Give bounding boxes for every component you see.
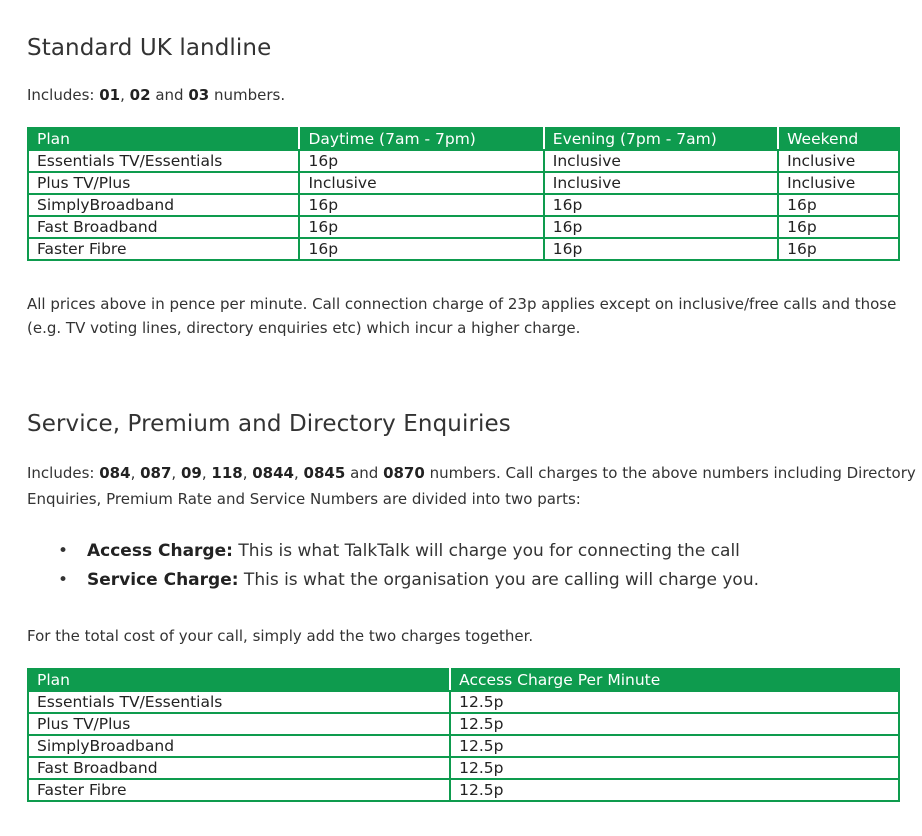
section-title-service-premium: Service, Premium and Directory Enquiries bbox=[27, 411, 511, 437]
table-header-row bbox=[28, 128, 899, 150]
bullet-text: This is what TalkTalk will charge you for connecting the call bbox=[232, 541, 740, 561]
bullet-label: Access Charge: bbox=[87, 541, 233, 561]
total-cost-note: For the total cost of your call, simply add the two charges together. bbox=[27, 627, 534, 645]
includes-suffix: numbers. bbox=[209, 86, 286, 104]
bullet-icon: • bbox=[58, 570, 69, 590]
table-cell: 12.5p bbox=[450, 735, 899, 757]
table-cell: 12.5p bbox=[450, 691, 899, 713]
table-row bbox=[28, 779, 899, 801]
number-prefix: 118 bbox=[211, 464, 243, 482]
header-cell: Plan bbox=[28, 669, 450, 691]
table-row bbox=[28, 150, 899, 172]
number-prefix: 03 bbox=[188, 86, 210, 104]
separator: , bbox=[294, 464, 304, 482]
table-cell: Essentials TV/Essentials bbox=[28, 150, 299, 172]
separator: , bbox=[130, 464, 141, 482]
header-cell: Weekend bbox=[778, 128, 899, 150]
table-cell: 12.5p bbox=[450, 713, 899, 735]
header-cell: Plan bbox=[28, 128, 299, 150]
table-row bbox=[28, 713, 899, 735]
number-prefix: 0845 bbox=[303, 464, 346, 482]
separator: , bbox=[242, 464, 253, 482]
table-row bbox=[28, 172, 899, 194]
charge-bullet-list bbox=[58, 537, 759, 595]
table-cell: 16p bbox=[778, 238, 899, 260]
table-row bbox=[28, 238, 899, 260]
table-cell: Plus TV/Plus bbox=[28, 713, 450, 735]
separator: , bbox=[120, 86, 130, 104]
header-cell: Evening (7pm - 7am) bbox=[544, 128, 778, 150]
includes-prefix: Includes: bbox=[27, 464, 100, 482]
table-cell: Fast Broadband bbox=[28, 216, 299, 238]
list-item bbox=[58, 566, 759, 595]
pricing-note-line: All prices above in pence per minute. Call connection charge of 23p applies except on inclusive/free calls and those bbox=[27, 295, 897, 313]
table-row bbox=[28, 691, 899, 713]
includes-line2: Enquiries, Premium Rate and Service Numbers are divided into two parts: bbox=[27, 490, 581, 508]
table-cell: SimplyBroadband bbox=[28, 194, 299, 216]
table-cell: 16p bbox=[299, 238, 543, 260]
section-title-standard-landline: Standard UK landline bbox=[27, 35, 272, 61]
landline-rates-table bbox=[27, 127, 900, 261]
list-item bbox=[58, 537, 759, 566]
separator: and bbox=[150, 86, 189, 104]
table-cell: 16p bbox=[778, 216, 899, 238]
table-cell: 16p bbox=[299, 216, 543, 238]
number-prefix: 0844 bbox=[252, 464, 294, 482]
table-row bbox=[28, 757, 899, 779]
table-cell: Inclusive bbox=[544, 150, 778, 172]
table-cell: 16p bbox=[299, 150, 543, 172]
table-row bbox=[28, 194, 899, 216]
table-cell: Inclusive bbox=[778, 150, 899, 172]
table-cell: SimplyBroadband bbox=[28, 735, 450, 757]
separator: , bbox=[201, 464, 212, 482]
bullet-text: This is what the organisation you are calling will charge you. bbox=[238, 570, 760, 590]
table-cell: Fast Broadband bbox=[28, 757, 450, 779]
number-prefix: 087 bbox=[140, 464, 172, 482]
includes-service bbox=[27, 460, 916, 512]
table-cell: Inclusive bbox=[299, 172, 543, 194]
table-cell: 16p bbox=[299, 194, 543, 216]
pricing-note bbox=[27, 292, 896, 340]
table-row bbox=[28, 735, 899, 757]
table-cell: 12.5p bbox=[450, 757, 899, 779]
table-cell: 12.5p bbox=[450, 779, 899, 801]
number-prefix: 0870 bbox=[383, 464, 425, 482]
includes-suffix: numbers. Call charges to the above numbers including Directory bbox=[424, 464, 916, 482]
access-charge-table bbox=[27, 668, 900, 802]
table-cell: Inclusive bbox=[544, 172, 778, 194]
table-cell: Faster Fibre bbox=[28, 238, 299, 260]
table-cell: 16p bbox=[544, 216, 778, 238]
bullet-icon: • bbox=[58, 541, 69, 561]
table-cell: 16p bbox=[544, 238, 778, 260]
includes-landline bbox=[27, 83, 285, 107]
table-cell: Inclusive bbox=[778, 172, 899, 194]
pricing-note-line: (e.g. TV voting lines, directory enquiries etc) which incur a higher charge. bbox=[27, 319, 581, 337]
table-cell: Essentials TV/Essentials bbox=[28, 691, 450, 713]
separator: and bbox=[345, 464, 384, 482]
separator: , bbox=[171, 464, 181, 482]
table-row bbox=[28, 216, 899, 238]
includes-prefix: Includes: bbox=[27, 86, 100, 104]
header-cell: Access Charge Per Minute bbox=[450, 669, 899, 691]
table-cell: Plus TV/Plus bbox=[28, 172, 299, 194]
bullet-label: Service Charge: bbox=[87, 570, 239, 590]
number-prefix: 084 bbox=[99, 464, 131, 482]
table-cell: 16p bbox=[778, 194, 899, 216]
table-cell: 16p bbox=[544, 194, 778, 216]
header-cell: Daytime (7am - 7pm) bbox=[299, 128, 543, 150]
table-cell: Faster Fibre bbox=[28, 779, 450, 801]
number-prefix: 09 bbox=[180, 464, 202, 482]
number-prefix: 02 bbox=[129, 86, 151, 104]
table-header-row bbox=[28, 669, 899, 691]
number-prefix: 01 bbox=[99, 86, 121, 104]
